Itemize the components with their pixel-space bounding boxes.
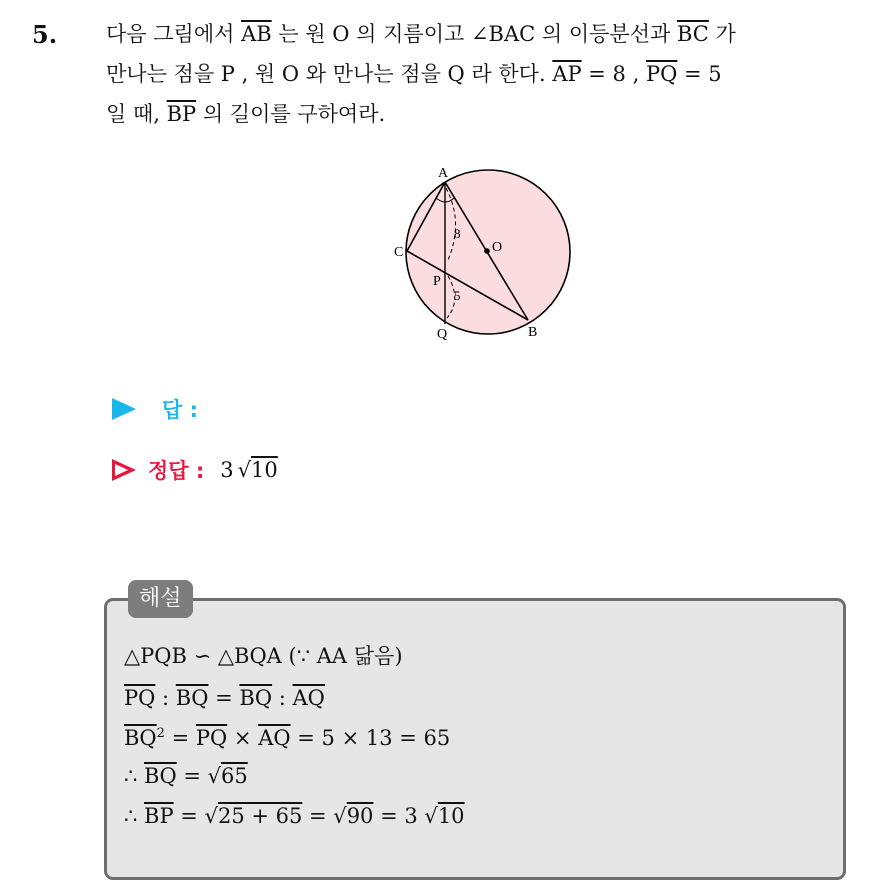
sqrt-symbol: √ [204, 804, 218, 828]
geometry-figure [388, 162, 588, 348]
segment-ap: $\overline{AP}$ [552, 62, 582, 86]
solution-line-5: ∴ $\overline{BP} = √25 + 65 = √90 = 3$ √10 [124, 804, 465, 828]
label-c: C [394, 245, 404, 260]
sqrt-symbol: √ [207, 764, 222, 788]
label-q: Q [437, 327, 448, 342]
solution-line-1: △PQB ∽ △BQA (∵ AA 닮음) [124, 644, 403, 668]
outline-arrow-icon [112, 459, 136, 481]
segment-bc: $\overline{BC}$ [676, 22, 709, 46]
play-arrow-icon [112, 398, 136, 420]
segment-bp: $\overline{BP}$ [166, 102, 197, 126]
question-line-1: 다음 그림에서 $\overline{AB}$ 는 원 O 의 지름이고 ∠BAC 의 이등분선과 $\overline{BC}$ 가 [106, 22, 736, 46]
correct-answer-label: 정답 : [148, 459, 205, 483]
solution-line-2: $\overline{PQ}$ : $\overline{BQ} = \overline{BQ}$ : $\overline{AQ}$ [124, 686, 325, 710]
label-length-8: 8 [454, 226, 461, 241]
correct-answer-row [112, 455, 278, 485]
sqrt-symbol: √ [333, 804, 347, 828]
answer-label: 답 : [162, 398, 198, 422]
solution-line-3: $\overline{BQ}^2 = \overline{PQ} \times \overline{AQ} = 5 \times 13 = 65$ [124, 726, 451, 750]
label-o: O [492, 240, 503, 255]
question-number: 5. [32, 20, 58, 49]
question-line-3: 일 때, $\overline{BP}$ 의 길이를 구하여라. [106, 102, 386, 126]
label-length-5: 5 [454, 288, 461, 303]
sqrt-symbol: √ [237, 458, 252, 482]
label-b: B [528, 325, 538, 340]
sqrt-symbol: √ [424, 804, 438, 828]
answer-radicand: 10 [251, 458, 278, 482]
label-a: A [438, 166, 449, 181]
label-p: P [433, 274, 441, 289]
answer-row [112, 394, 198, 424]
segment-pq: $\overline{PQ}$ [645, 62, 678, 86]
solution-line-4: ∴ $\overline{BQ} = √65$ [124, 764, 248, 788]
question-line-2: 만나는 점을 P , 원 O 와 만나는 점을 Q 라 한다. $\overline{AP} = 8$ , $\overline{PQ} = 5$ [106, 62, 722, 86]
segment-ab: $\overline{AB}$ [241, 22, 272, 46]
answer-coefficient: 3 [220, 458, 234, 482]
center-point-o [484, 248, 490, 254]
solution-tab: 해설 [128, 580, 193, 618]
